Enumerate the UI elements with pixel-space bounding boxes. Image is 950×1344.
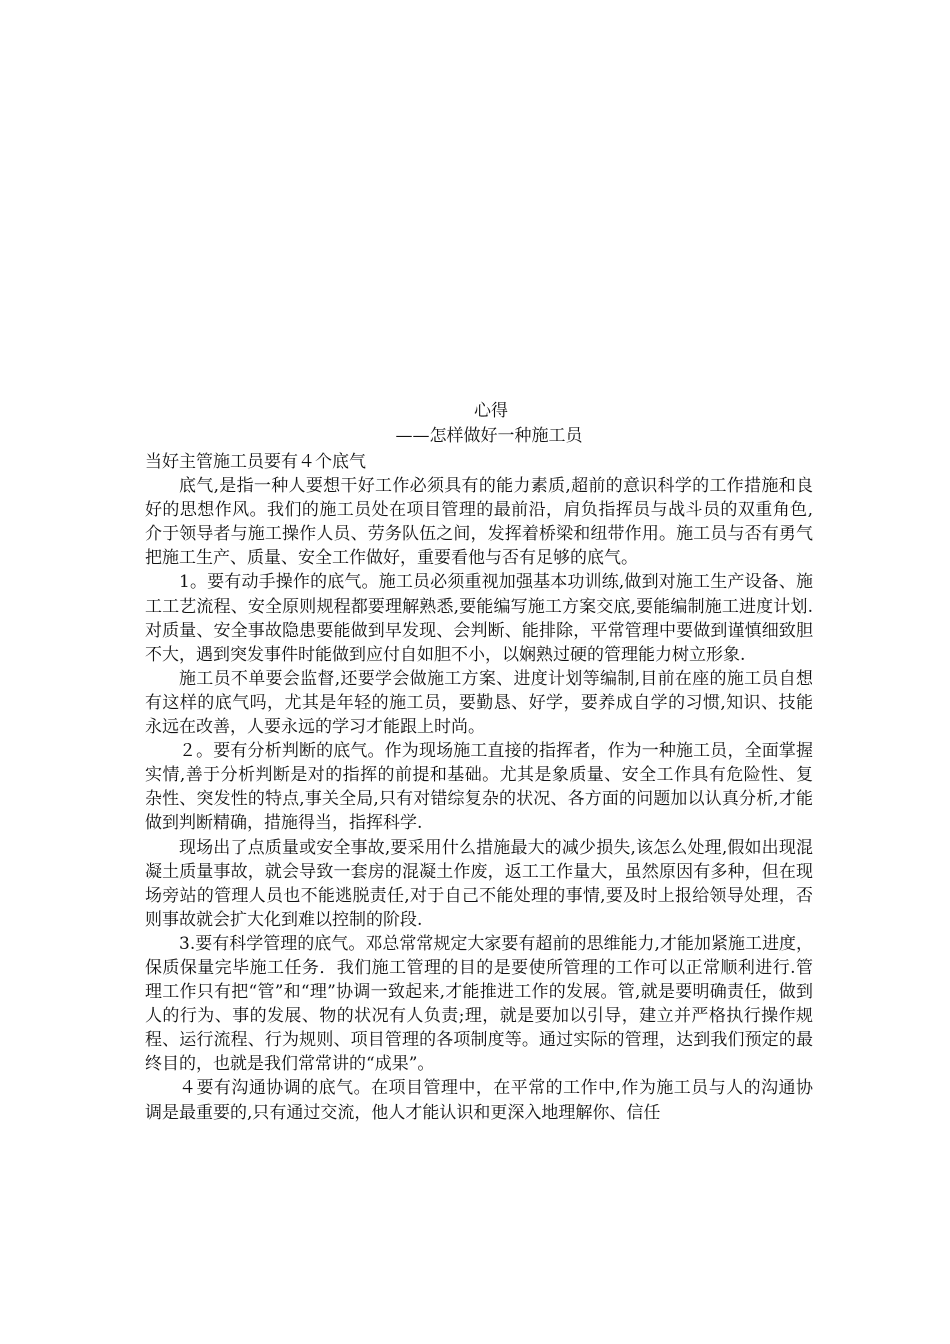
paragraph-point-2: ２。要有分析判断的底气。作为现场施工直接的指挥者，作为一种施工员，全面掌握实情,善于分析判断是对的指挥的前提和基础。尤其是象质量、安全工作具有危险性、复杂性、突发性的特点,事关全局,只有对错综复杂的状况、各方面的问题加以认真分析,才能做到判断精确，措施得当，指挥科学. bbox=[145, 741, 813, 834]
document-subtitle: ——怎样做好一种施工员 bbox=[395, 426, 583, 446]
paragraph-point-1-detail: 施工员不单要会监督,还要学会做施工方案、进度计划等编制,目前在座的施工员自想有这样的底气吗，尤其是年轻的施工员，要勤恳、好学，要养成自学的习惯,知识、技能永远在改善，人要永远的学习才能跟上时尚。 bbox=[145, 668, 813, 738]
document-body bbox=[145, 450, 813, 1125]
paragraph-point-3: 3.要有科学管理的底气。邓总常常规定大家要有超前的思维能力,才能加紧施工进度，保质保量完毕施工任务．我们施工管理的目的是要使所管理的工作可以正常顺利进行.管理工作只有把“管”和“理”协调一致起来,才能推进工作的发展。管,就是要明确责任，做到人的行为、事的发展、物的状况有人负责;理，就是要加以引导，建立并严格执行操作规程、运行流程、行为规则、项目管理的各项制度等。通过实际的管理，达到我们预定的最终目的，也就是我们常常讲的“成果”。 bbox=[145, 933, 813, 1075]
document-title: 心得 bbox=[474, 401, 508, 421]
paragraph-intro: 底气,是指一种人要想干好工作必须具有的能力素质,超前的意识科学的工作措施和良好的思想作风。我们的施工员处在项目管理的最前沿，肩负指挥员与战斗员的双重角色,介于领导者与施工操作人员、劳务队伍之间，发挥着桥梁和纽带作用。施工员与否有勇气把施工生产、质量、安全工作做好，重要看他与否有足够的底气。 bbox=[145, 476, 813, 569]
paragraph-point-2-detail: 现场出了点质量或安全事故,要采用什么措施最大的减少损失,该怎么处理,假如出现混凝土质量事故，就会导致一套房的混凝土作废，返工工作量大，虽然原因有多种，但在现场旁站的管理人员也不能逃脱责任,对于自己不能处理的事情,要及时上报给领导处理，否则事故就会扩大化到难以控制的阶段. bbox=[145, 837, 813, 930]
section-heading: 当好主管施工员要有４个底气 bbox=[145, 452, 366, 472]
paragraph-point-4: ４要有沟通协调的底气。在项目管理中，在平常的工作中,作为施工员与人的沟通协调是最重要的,只有通过交流，他人才能认识和更深入地理解你、信任 bbox=[145, 1078, 813, 1123]
paragraph-point-1: 1。要有动手操作的底气。施工员必须重视加强基本功训练,做到对施工生产设备、施工工艺流程、安全原则规程都要理解熟悉,要能编写施工方案交底,要能编制施工进度计划.对质量、安全事故隐患要能做到早发现、会判断、能排除，平常管理中要做到谨慎细致胆不大，遇到突发事件时能做到应付自如胆不小，以娴熟过硬的管理能力树立形象. bbox=[145, 572, 813, 665]
